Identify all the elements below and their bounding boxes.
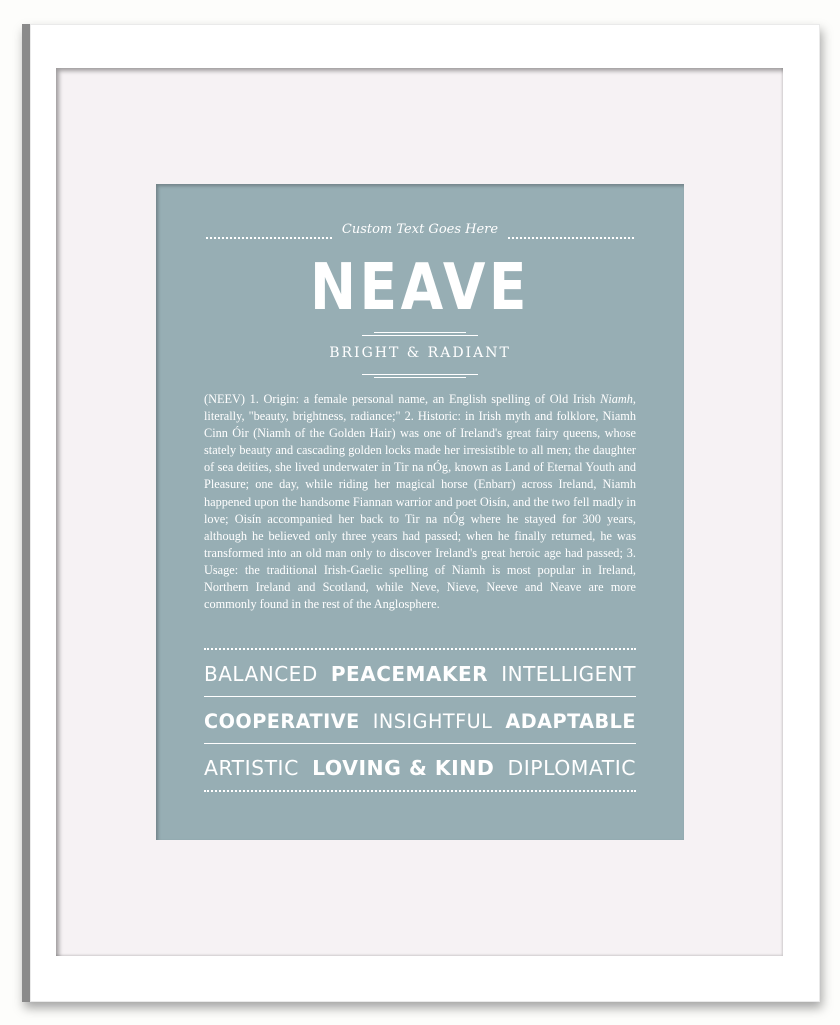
trait-word: PEACEMAKER — [330, 662, 489, 686]
trait-row — [204, 751, 636, 785]
dotted-divider — [204, 648, 636, 650]
custom-text: Custom Text Goes Here — [341, 222, 499, 237]
dotted-divider — [204, 790, 636, 792]
definition-text: , literally, "beauty, brightness, radiance;" 2. Historic: in Irish myth and folklore, Niamh Cinn Óir (Niamh of the Golden Hair) was one of Ireland's great fairy queens, whose stately beauty and cascading golden locks made her irresistible to all men; the daughter of sea deities, she lived underwater in Tir na nÓg, known as Land of Eternal Youth and Pleasure; one day, while riding her magical horse (Enbarr) across Ireland, Niamh happened upon the handsome Fiannan warrior and poet Oisín, and the two fell madly in love; Oisín accompanied her back to Tir na nÓg where he stayed for 300 years, although he believed only three years had passed; when he finally returned, he was transformed into an old man only to discover Ireland's great heroic age had passed; 3. Usage: the traditional Irish-Gaelic spelling of Niamh is most popular in Ireland, Northern Ireland and Scotland, while Neve, Nieve, Neeve and Neave are more commonly found in the rest of the Anglosphere. — [204, 392, 636, 612]
divider-line — [362, 374, 478, 375]
trait-row — [204, 657, 636, 691]
trait-word: LOVING & KIND — [312, 756, 495, 780]
trait-word: ARTISTIC — [204, 756, 299, 780]
dotted-divider-right — [508, 237, 634, 239]
definition-italic-term: Niamh — [600, 392, 633, 406]
divider-line — [374, 332, 466, 333]
divider-line — [204, 743, 636, 744]
trait-word: BALANCED — [204, 662, 318, 686]
name-art-print — [156, 184, 684, 840]
divider-line — [362, 335, 478, 336]
trait-word: COOPERATIVE — [204, 709, 360, 733]
trait-word: INTELLIGENT — [501, 662, 636, 686]
trait-word: INSIGHTFUL — [372, 709, 493, 733]
trait-word: ADAPTABLE — [505, 709, 636, 733]
divider-line — [374, 377, 466, 378]
trait-word: DIPLOMATIC — [507, 756, 636, 780]
name-title: NEAVE — [310, 251, 530, 325]
trait-row — [204, 704, 636, 738]
dotted-divider-left — [206, 237, 332, 239]
definition-text: (NEEV) 1. Origin: a female personal name, an English spelling of Old Irish — [204, 392, 601, 406]
divider-line — [204, 696, 636, 697]
name-definition — [204, 391, 636, 613]
custom-text-row — [206, 222, 634, 242]
name-meaning: BRIGHT & RADIANT — [329, 345, 511, 361]
